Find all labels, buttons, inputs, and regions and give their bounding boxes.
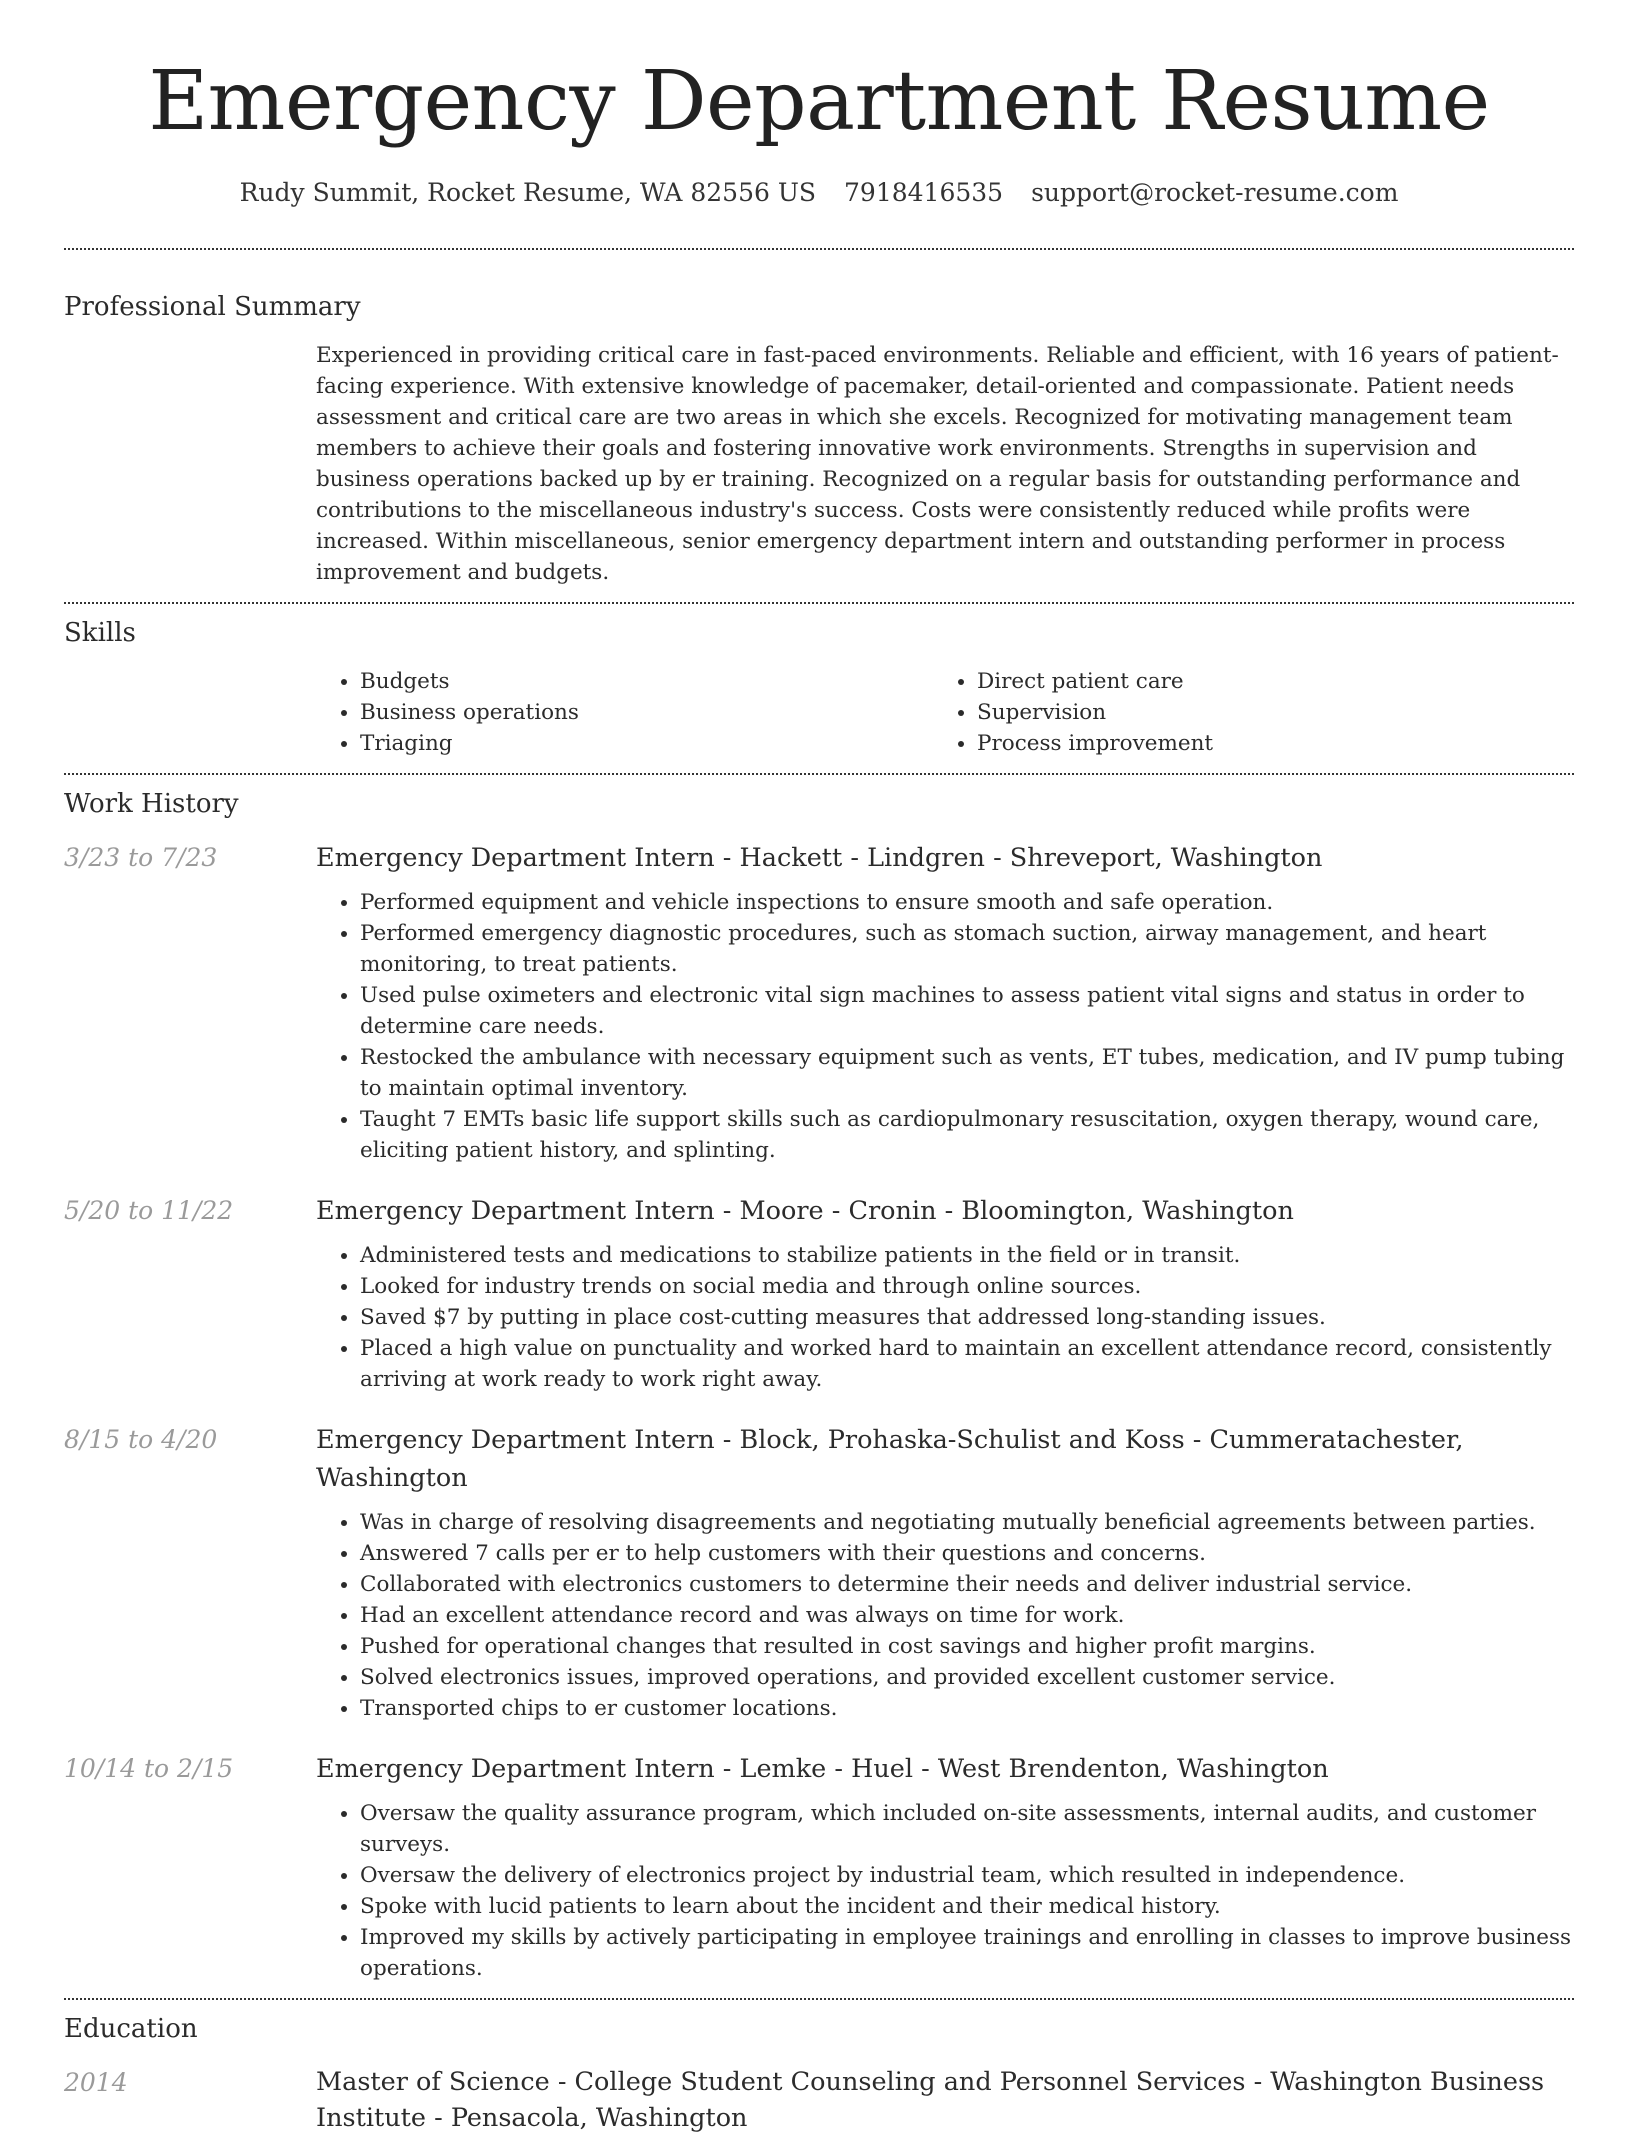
job-entry	[64, 1750, 1574, 1984]
education-title: Master of Science - College Student Counseling and Personnel Services - Washington Business Institute - Pensacola, Washington	[316, 2067, 1545, 2133]
job-bullets	[316, 1798, 1574, 1984]
job-title: Emergency Department Intern - Moore - Cronin - Bloomington, Washington	[316, 1196, 1294, 1226]
skills-column-left	[316, 666, 933, 759]
job-entry	[64, 1192, 1574, 1395]
work-history-heading: Work History	[64, 789, 239, 819]
summary-heading: Professional Summary	[64, 292, 361, 322]
skill-item: • Business operations	[360, 697, 933, 728]
job-bullets	[316, 1240, 1574, 1395]
skill-item: • Process improvement	[977, 728, 1550, 759]
skills-heading: Skills	[64, 618, 136, 648]
job-title: Emergency Department Intern - Block, Prohaska-Schulist and Koss - Cummeratachester, Washington	[316, 1425, 1464, 1493]
skill-item: • Direct patient care	[977, 666, 1550, 697]
skills-column-right	[933, 666, 1550, 759]
resume-page	[64, 0, 1574, 2136]
job-bullet: • Taught 7 EMTs basic life support skills such as cardiopulmonary resuscitation, oxygen therapy, wound care, eliciting patient history, and splinting.	[360, 1104, 1574, 1166]
job-details	[316, 1750, 1574, 1984]
job-bullet: • Performed emergency diagnostic procedures, such as stomach suction, airway management, and heart monitoring, to treat patients.	[360, 918, 1574, 980]
summary-text: Experienced in providing critical care in fast-paced environments. Reliable and efficient, with 16 years of patient-facing experience. With extensive knowledge of pacemaker, detail-oriented and compassionate. Patient needs assessment and critical care are two areas in which she excels. Recognized for motivating management team members to achieve their goals and fostering innovative work environments. Strengths in supervision and business operations backed up by er training. Recognized on a regular basis for outstanding performance and contributions to the miscellaneous industry's success. Costs were consistently reduced while profits were increased. Within miscellaneous, senior emergency department intern and outstanding performer in process improvement and budgets.	[316, 343, 1559, 585]
education-heading: Education	[64, 2014, 198, 2044]
contact-email: support@rocket-resume.com	[1031, 178, 1399, 207]
skill-item: • Triaging	[360, 728, 933, 759]
skill-item: • Supervision	[977, 697, 1550, 728]
education-details	[316, 2064, 1574, 2136]
job-details	[316, 1192, 1574, 1395]
contact-line	[64, 176, 1574, 210]
contact-address: Rudy Summit, Rocket Resume, WA 82556 US	[239, 178, 817, 207]
job-entry	[64, 839, 1574, 1166]
job-dates: 3/23 to 7/23	[64, 843, 218, 872]
job-details	[316, 839, 1574, 1166]
job-bullet: • Pushed for operational changes that resulted in cost savings and higher profit margins.	[360, 1631, 1574, 1662]
job-bullet: • Oversaw the delivery of electronics project by industrial team, which resulted in independence.	[360, 1860, 1574, 1891]
job-bullet: • Had an excellent attendance record and was always on time for work.	[360, 1600, 1574, 1631]
education-year: 2014	[64, 2068, 128, 2097]
divider	[64, 248, 1574, 250]
job-bullet: • Performed equipment and vehicle inspections to ensure smooth and safe operation.	[360, 887, 1574, 918]
job-bullet: • Was in charge of resolving disagreements and negotiating mutually beneficial agreements between parties.	[360, 1507, 1574, 1538]
job-bullet: • Placed a high value on punctuality and worked hard to maintain an excellent attendance record, consistently arriving at work ready to work right away.	[360, 1333, 1574, 1395]
job-bullet: • Oversaw the quality assurance program, which included on-site assessments, internal audits, and customer surveys.	[360, 1798, 1574, 1860]
resume-title: Emergency Department Resume	[148, 54, 1490, 149]
job-bullets	[316, 1507, 1574, 1724]
job-details	[316, 1421, 1574, 1724]
divider	[64, 773, 1574, 775]
skills-list	[316, 666, 1574, 759]
job-dates: 10/14 to 2/15	[64, 1754, 234, 1783]
contact-phone: 7918416535	[844, 178, 1004, 207]
divider	[64, 1998, 1574, 2000]
job-bullet: • Improved my skills by actively participating in employee trainings and enrolling in classes to improve business operations.	[360, 1922, 1574, 1984]
job-bullet: • Answered 7 calls per er to help customers with their questions and concerns.	[360, 1538, 1574, 1569]
job-entry	[64, 1421, 1574, 1724]
job-title: Emergency Department Intern - Hackett - Lindgren - Shreveport, Washington	[316, 843, 1323, 873]
skill-item: • Budgets	[360, 666, 933, 697]
job-bullet: • Collaborated with electronics customers to determine their needs and deliver industrial service.	[360, 1569, 1574, 1600]
job-bullets	[316, 887, 1574, 1166]
job-bullet: • Solved electronics issues, improved operations, and provided excellent customer service.	[360, 1662, 1574, 1693]
job-dates: 5/20 to 11/22	[64, 1196, 234, 1225]
job-bullet: • Looked for industry trends on social media and through online sources.	[360, 1271, 1574, 1302]
job-bullet: • Spoke with lucid patients to learn about the incident and their medical history.	[360, 1891, 1574, 1922]
education-entry	[64, 2064, 1574, 2136]
job-bullet: • Saved $7 by putting in place cost-cutting measures that addressed long-standing issues.	[360, 1302, 1574, 1333]
job-bullet: • Restocked the ambulance with necessary equipment such as vents, ET tubes, medication, and IV pump tubing to maintain optimal inventory.	[360, 1042, 1574, 1104]
job-bullet: • Used pulse oximeters and electronic vital sign machines to assess patient vital signs and status in order to determine care needs.	[360, 980, 1574, 1042]
job-dates: 8/15 to 4/20	[64, 1425, 218, 1454]
divider	[64, 602, 1574, 604]
job-bullet: • Administered tests and medications to stabilize patients in the field or in transit.	[360, 1240, 1574, 1271]
job-bullet: • Transported chips to er customer locations.	[360, 1693, 1574, 1724]
job-title: Emergency Department Intern - Lemke - Huel - West Brendenton, Washington	[316, 1754, 1329, 1784]
